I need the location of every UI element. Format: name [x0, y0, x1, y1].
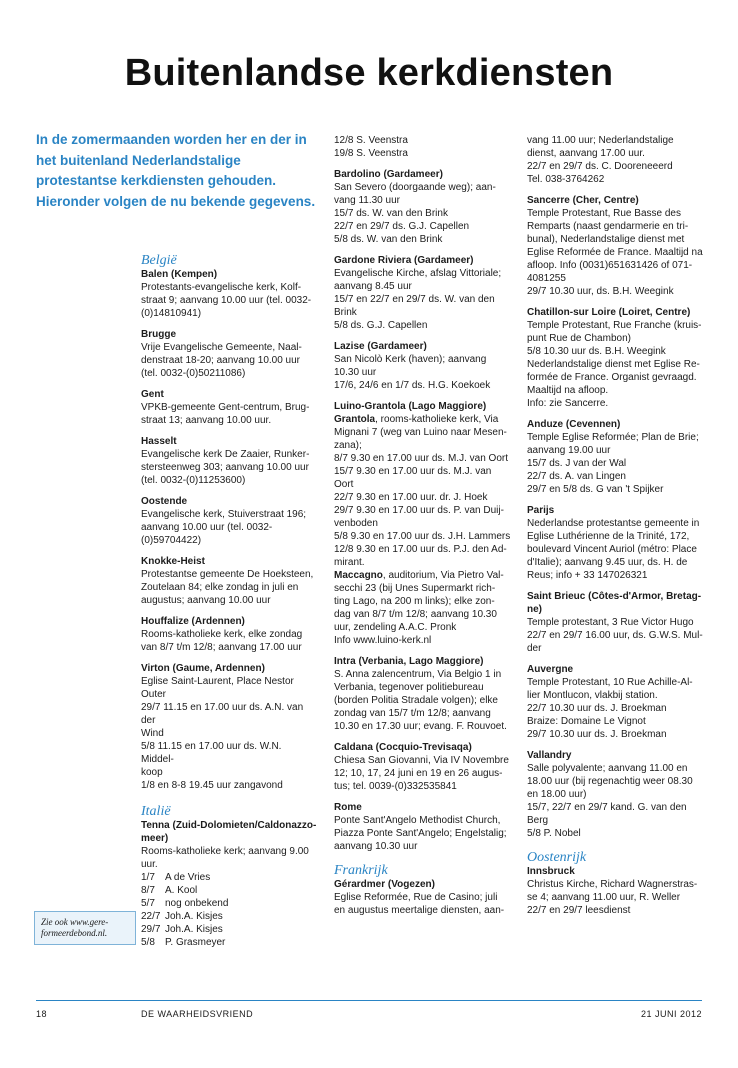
- section-heading-oostenrijk: Oostenrijk: [527, 850, 587, 865]
- entry-line: uur, zendeling A.A.C. Pronk: [334, 622, 457, 633]
- entry-heading: Saint Brieuc (Côtes-d'Armor, Bretag-: [527, 591, 702, 602]
- entry-line: ting Lago, na 200 m links); elke zon-: [334, 596, 495, 607]
- entry-line: Evangelische kerk De Zaaier, Runker-: [141, 449, 310, 460]
- entry-line: Temple Protestant, Rue Franche (kruis-: [527, 320, 702, 331]
- schedule-name: nog onbekend: [165, 898, 229, 909]
- schedule-row: [141, 910, 228, 923]
- column-3: [527, 134, 707, 925]
- entry-line: zondag van 15/7 t/m 12/8; aanvang: [334, 708, 491, 719]
- entry-continuation: [527, 134, 707, 186]
- entry-line: Maaltijd na afloop.: [527, 385, 609, 396]
- entry-line: 22/7 10.30 uur ds. J. Broekman: [527, 703, 667, 714]
- entry-caldana: [334, 741, 514, 793]
- entry-line: Christus Kirche, Richard Wagnerstras-: [527, 879, 698, 890]
- entry-line: 22/7 en 29/7 16.00 uur, ds. G.W.S. Mul-: [527, 630, 703, 641]
- section-heading-frankrijk: Frankrijk: [334, 863, 388, 878]
- entry-line: 15/7 ds. W. van den Brink: [334, 208, 448, 219]
- schedule-name: P. Grasmeyer: [165, 937, 226, 948]
- entry-line: 5/8 10.30 uur ds. B.H. Weegink: [527, 346, 666, 357]
- entry-line: 12/8 9.30 en 17.00 uur ds. P.J. den Ad-: [334, 544, 507, 555]
- entry-line: Protestantse gemeente De Hoeksteen,: [141, 569, 314, 580]
- entry-line: van 8/7 t/m 12/8; aanvang 17.00 uur: [141, 642, 302, 653]
- entry-oostende: [141, 495, 317, 547]
- entry-line: der: [527, 643, 542, 654]
- schedule-row: [141, 923, 228, 936]
- inline-heading: Grantola: [334, 414, 376, 425]
- entry-line: 29/7 10.30 uur, ds. B.H. Weegink: [527, 286, 674, 297]
- entry-line: afloop. Info (0031)651631426 of 071-: [527, 260, 693, 271]
- entry-line: [334, 569, 514, 582]
- entry-bardolino: [334, 168, 514, 246]
- website-note-box: Zie ook www.gere-formeerdebond.nl.: [34, 911, 136, 945]
- entry-line: d'Italie); aanvang 9.45 uur, ds. H. de: [527, 557, 688, 568]
- entry-line: aanvang 10.30 uur: [334, 841, 418, 852]
- entry-virton: [141, 662, 317, 792]
- entry-heading: Luino-Grantola (Lago Maggiore): [334, 401, 487, 412]
- schedule-date: 22/7: [141, 911, 161, 922]
- entry-knokke-heist: [141, 555, 317, 607]
- entry-heading: Gent: [141, 389, 164, 400]
- column-1: [141, 253, 317, 957]
- entry-heading: Anduze (Cevennen): [527, 419, 621, 430]
- entry-line: 29/7 10.30 uur ds. J. Broekman: [527, 729, 667, 740]
- entry-line: 22/7 9.30 en 17.00 uur. dr. J. Hoek: [334, 492, 488, 503]
- entry-line: vang 11.00 uur; Nederlandstalige: [527, 135, 674, 146]
- entry-line: Outer: [141, 689, 167, 700]
- entry-line: vang 11.30 uur: [334, 195, 400, 206]
- entry-saint-brieuc: [527, 590, 707, 655]
- entry-line: Chiesa San Giovanni, Via IV Novembre: [334, 755, 509, 766]
- entry-line: 17/6, 24/6 en 1/7 ds. H.G. Koekoek: [334, 380, 491, 391]
- entry-line: tus; tel. 0039-(0)332535841: [334, 781, 457, 792]
- entry-line: Temple Eglise Reformée; Plan de Brie;: [527, 432, 699, 443]
- entry-line: Nederlandstalige dienst met Eglise Re-: [527, 359, 700, 370]
- entry-line: 5/8 11.15 en 17.00 uur ds. W.N. Middel-: [141, 741, 282, 765]
- entry-line: Braize: Domaine Le Vignot: [527, 716, 646, 727]
- entry-line: Rooms-katholieke kerk; aanvang 9.00: [141, 846, 309, 857]
- schedule-date: 29/7: [141, 924, 161, 935]
- entry-brugge: [141, 328, 317, 380]
- entry-line: Eglise Saint-Laurent, Place Nestor: [141, 676, 294, 687]
- entry-heading: Intra (Verbania, Lago Maggiore): [334, 656, 484, 667]
- schedule-date: 8/7: [141, 885, 155, 896]
- entry-line: Wind: [141, 728, 164, 739]
- entry-line: 29/7 9.30 en 17.00 uur ds. P. van Duij-: [334, 505, 504, 516]
- inline-text: , auditorium, Via Pietro Val-: [382, 570, 504, 581]
- schedule-date: 5/8: [141, 937, 155, 948]
- entry-line: 4081255: [527, 273, 566, 284]
- entry-rome: [334, 801, 514, 853]
- entry-line: 10.30 en 17.30 uur; evang. F. Rouvoet.: [334, 721, 507, 732]
- entry-line: aanvang 19.00 uur: [527, 445, 611, 456]
- entry-gerardmer: [334, 878, 514, 917]
- entry-line: koop: [141, 767, 163, 778]
- entry-line: Temple Protestant, 10 Rue Achille-Al-: [527, 677, 693, 688]
- entry-heading: Auvergne: [527, 664, 574, 675]
- entry-heading: Sancerre (Cher, Centre): [527, 195, 639, 206]
- issue-date: 21 JUNI 2012: [640, 1009, 702, 1019]
- entry-heading: Oostende: [141, 496, 188, 507]
- entry-line: Zoutelaan 84; elke zondag in juli en: [141, 582, 299, 593]
- inline-heading: Maccagno: [334, 570, 383, 581]
- entry-line: 22/7 en 29/7 ds. C. Dooreneeerd: [527, 161, 673, 172]
- entry-heading: Lazise (Gardameer): [334, 341, 427, 352]
- entry-line: dag van 8/7 t/m 12/8; aanvang 10.30: [334, 609, 497, 620]
- entry-line: (0)59704422): [141, 535, 202, 546]
- entry-line: 18.00 uur (bij regenachtig weer 08.30: [527, 776, 693, 787]
- entry-line: se 4; aanvang 11.00 uur, R. Weller: [527, 892, 681, 903]
- entry-luino-grantola: [334, 400, 514, 647]
- section-heading-italie: Italië: [141, 804, 171, 819]
- entry-sancerre: [527, 194, 707, 298]
- entry-line: formée de France. Organist gevraagd.: [527, 372, 697, 383]
- entry-line: Salle polyvalente; aanvang 11.00 en: [527, 763, 688, 774]
- entry-line: Tel. 038-3764262: [527, 174, 605, 185]
- entry-line: Evangelische Kirche, afslag Vittoriale;: [334, 268, 502, 279]
- entry-line: 15/7 9.30 en 17.00 uur ds. M.J. van: [334, 466, 492, 477]
- entry-line: Eglise Reformée de France. Maaltijd na: [527, 247, 703, 258]
- entry-line: 5/8 P. Nobel: [527, 828, 581, 839]
- entry-line: Reus; info + 33 147026321: [527, 570, 648, 581]
- entry-line: Info www.luino-kerk.nl: [334, 635, 432, 646]
- entry-line: mirant.: [334, 557, 365, 568]
- entry-line: 22/7 en 29/7 leesdienst: [527, 905, 631, 916]
- entry-line: 15/7, 22/7 en 29/7 kand. G. van den: [527, 802, 687, 813]
- schedule-row: [141, 897, 228, 910]
- entry-gent: [141, 388, 317, 427]
- schedule-name: Joh.A. Kisjes: [165, 911, 223, 922]
- entry-intra: [334, 655, 514, 733]
- entry-line: 10.30 uur: [334, 367, 377, 378]
- entry-line: straat 9; aanvang 10.00 uur (tel. 0032-: [141, 295, 312, 306]
- entry-line: S. Anna zalencentrum, Via Belgio 1 in: [334, 669, 502, 680]
- schedule-name: A de Vries: [165, 872, 211, 883]
- entry-line: en augustus meertalige diensten, aan-: [334, 905, 505, 916]
- entry-line: boulevard Vincent Auriol (métro: Place: [527, 544, 697, 555]
- entry-parijs: [527, 504, 707, 582]
- schedule-table: [141, 871, 228, 949]
- entry-line: (borden Politia Stradale volgen); elke: [334, 695, 498, 706]
- entry-innsbruck: [527, 865, 707, 917]
- entry-line: 5/8 ds. G.J. Capellen: [334, 320, 428, 331]
- entry-line: 15/7 ds. J van der Wal: [527, 458, 627, 469]
- entry-balen: [141, 268, 317, 320]
- entry-anduze: [527, 418, 707, 496]
- entry-line: punt Rue de Chambon): [527, 333, 631, 344]
- entry-heading: Hasselt: [141, 436, 177, 447]
- entry-heading: Brugge: [141, 329, 176, 340]
- entry-line: augustus; aanvang 10.00 uur: [141, 595, 271, 606]
- entry-heading: Rome: [334, 802, 362, 813]
- schedule-date: 5/7: [141, 898, 155, 909]
- entry-line: Nederlandse protestantse gemeente in: [527, 518, 700, 529]
- entry-line: Piazza Ponte Sant'Angelo; Engelstalig;: [334, 828, 507, 839]
- entry-heading: Gardone Riviera (Gardameer): [334, 255, 474, 266]
- entry-line: 19/8 S. Veenstra: [334, 148, 408, 159]
- entry-line: 12/8 S. Veenstra: [334, 135, 408, 146]
- entry-line: Eglise Reformée, Rue de Casino; juli: [334, 892, 498, 903]
- entry-gardone: [334, 254, 514, 332]
- entry-tenna: [141, 819, 317, 949]
- entry-line: stersteenweg 303; aanvang 10.00 uur: [141, 462, 309, 473]
- entry-line: (tel. 0032-(0)50211086): [141, 368, 246, 379]
- entry-line: lier Montlucon, vlakbij station.: [527, 690, 658, 701]
- page-number: 18: [36, 1009, 48, 1019]
- entry-auvergne: [527, 663, 707, 741]
- entry-line: Brink: [334, 307, 357, 318]
- entry-line: denstraat 18-20; aanvang 10.00 uur: [141, 355, 301, 366]
- entry-heading: Chatillon-sur Loire (Loiret, Centre): [527, 307, 691, 318]
- entry-line: (tel. 0032-(0)11253600): [141, 475, 246, 486]
- entry-line: Ponte Sant'Angelo Methodist Church,: [334, 815, 501, 826]
- entry-line: Evangelische kerk, Stuiverstraat 196;: [141, 509, 307, 520]
- schedule-date: 1/7: [141, 872, 155, 883]
- column-2: [334, 134, 514, 925]
- entry-heading: Knokke-Heist: [141, 556, 205, 567]
- entry-line: aanvang 10.00 uur (tel. 0032-: [141, 522, 273, 533]
- entry-heading: Virton (Gaume, Ardennen): [141, 663, 265, 674]
- entry-heading: Parijs: [527, 505, 555, 516]
- footer-divider: [36, 1000, 702, 1001]
- entry-line: (0)14810941): [141, 308, 202, 319]
- entry-heading: Bardolino (Gardameer): [334, 169, 443, 180]
- entry-line: venboden: [334, 518, 378, 529]
- schedule-name: A. Kool: [165, 885, 198, 896]
- entry-line: San Nicolò Kerk (haven); aanvang: [334, 354, 487, 365]
- intro-text: In de zomermaanden worden her en der in het buitenland Nederlandstalige protestantse kerkdiensten gehouden. Hieronder volgen de nu bekende gegevens.: [36, 132, 316, 209]
- entry-line: straat 13; aanvang 10.00 uur.: [141, 415, 272, 426]
- entry-heading: Tenna (Zuid-Dolomieten/Caldonazzo-: [141, 820, 317, 831]
- entry-line: Rooms-katholieke kerk, elke zondag: [141, 629, 303, 640]
- entry-heading: Gérardmer (Vogezen): [334, 879, 435, 890]
- entry-heading: Innsbruck: [527, 866, 575, 877]
- entry-line: 12; 10, 17, 24 juni en 19 en 26 augus-: [334, 768, 503, 779]
- schedule-row: [141, 871, 228, 884]
- entry-line: en 18.00 uur): [527, 789, 587, 800]
- entry-line: dienst, aanvang 17.00 uur.: [527, 148, 645, 159]
- entry-line: Temple Protestant, Rue Basse des: [527, 208, 681, 219]
- entry-chatillon: [527, 306, 707, 410]
- entry-line: 5/8 ds. W. van den Brink: [334, 234, 443, 245]
- entry-line: Remparts (naast gendarmerie en tri-: [527, 221, 689, 232]
- entry-houffalize: [141, 615, 317, 654]
- entry-line: 5/8 9.30 en 17.00 uur ds. J.H. Lammers: [334, 531, 511, 542]
- entry-line: [334, 413, 514, 426]
- entry-line: 15/7 en 22/7 en 29/7 ds. W. van den: [334, 294, 495, 305]
- entry-line: Vrije Evangelische Gemeente, Naal-: [141, 342, 302, 353]
- schedule-name: Joh.A. Kisjes: [165, 924, 223, 935]
- entry-heading: Vallandry: [527, 750, 572, 761]
- entry-line: 22/7 en 29/7 ds. G.J. Capellen: [334, 221, 470, 232]
- entry-lazise: [334, 340, 514, 392]
- entry-line: 22/7 ds. A. van Lingen: [527, 471, 626, 482]
- page-title: Buitenlandse kerkdiensten: [124, 52, 614, 94]
- entry-heading: meer): [141, 833, 169, 844]
- entry-line: aanvang 8.45 uur: [334, 281, 412, 292]
- entry-continuation: [334, 134, 514, 160]
- entry-line: Verbania, tegenover politiebureau: [334, 682, 484, 693]
- entry-line: Mignani 7 (weg van Luino naar Mesen-: [334, 427, 507, 438]
- entry-line: secchi 23 (bij Unes Supermarkt rich-: [334, 583, 496, 594]
- entry-heading: Houffalize (Ardennen): [141, 616, 245, 627]
- entry-hasselt: [141, 435, 317, 487]
- entry-line: San Severo (doorgaande weg); aan-: [334, 182, 496, 193]
- entry-heading: Balen (Kempen): [141, 269, 218, 280]
- entry-line: 8/7 9.30 en 17.00 uur ds. M.J. van Oort: [334, 453, 508, 464]
- entry-line: VPKB-gemeente Gent-centrum, Brug-: [141, 402, 310, 413]
- section-heading-belgie: België: [141, 253, 177, 268]
- entry-line: Temple protestant, 3 Rue Victor Hugo: [527, 617, 694, 628]
- entry-line: Info: zie Sancerre.: [527, 398, 609, 409]
- entry-line: Eglise Luthérienne de la Trinité, 172,: [527, 531, 690, 542]
- entry-line: 1/8 en 8-8 19.45 uur zangavond: [141, 780, 283, 791]
- entry-line: zana);: [334, 440, 362, 451]
- entry-line: 29/7 en 5/8 ds. G van 't Spijker: [527, 484, 664, 495]
- entry-heading: Caldana (Cocquio-Trevisaqa): [334, 742, 472, 753]
- entry-line: bunal), Nederlandstalige dienst met: [527, 234, 685, 245]
- entry-line: Oort: [334, 479, 354, 490]
- entry-line: uur.: [141, 859, 158, 870]
- schedule-row: [141, 884, 228, 897]
- entry-heading: ne): [527, 604, 542, 615]
- magazine-name: DE WAARHEIDSVRIEND: [141, 1009, 254, 1019]
- entry-line: Protestants-evangelische kerk, Kolf-: [141, 282, 302, 293]
- schedule-row: [141, 936, 228, 949]
- inline-text: , rooms-katholieke kerk, Via: [375, 414, 499, 425]
- entry-line: Berg: [527, 815, 549, 826]
- entry-vallandry: [527, 749, 707, 840]
- entry-line: 29/7 11.15 en 17.00 uur ds. A.N. van der: [141, 702, 304, 726]
